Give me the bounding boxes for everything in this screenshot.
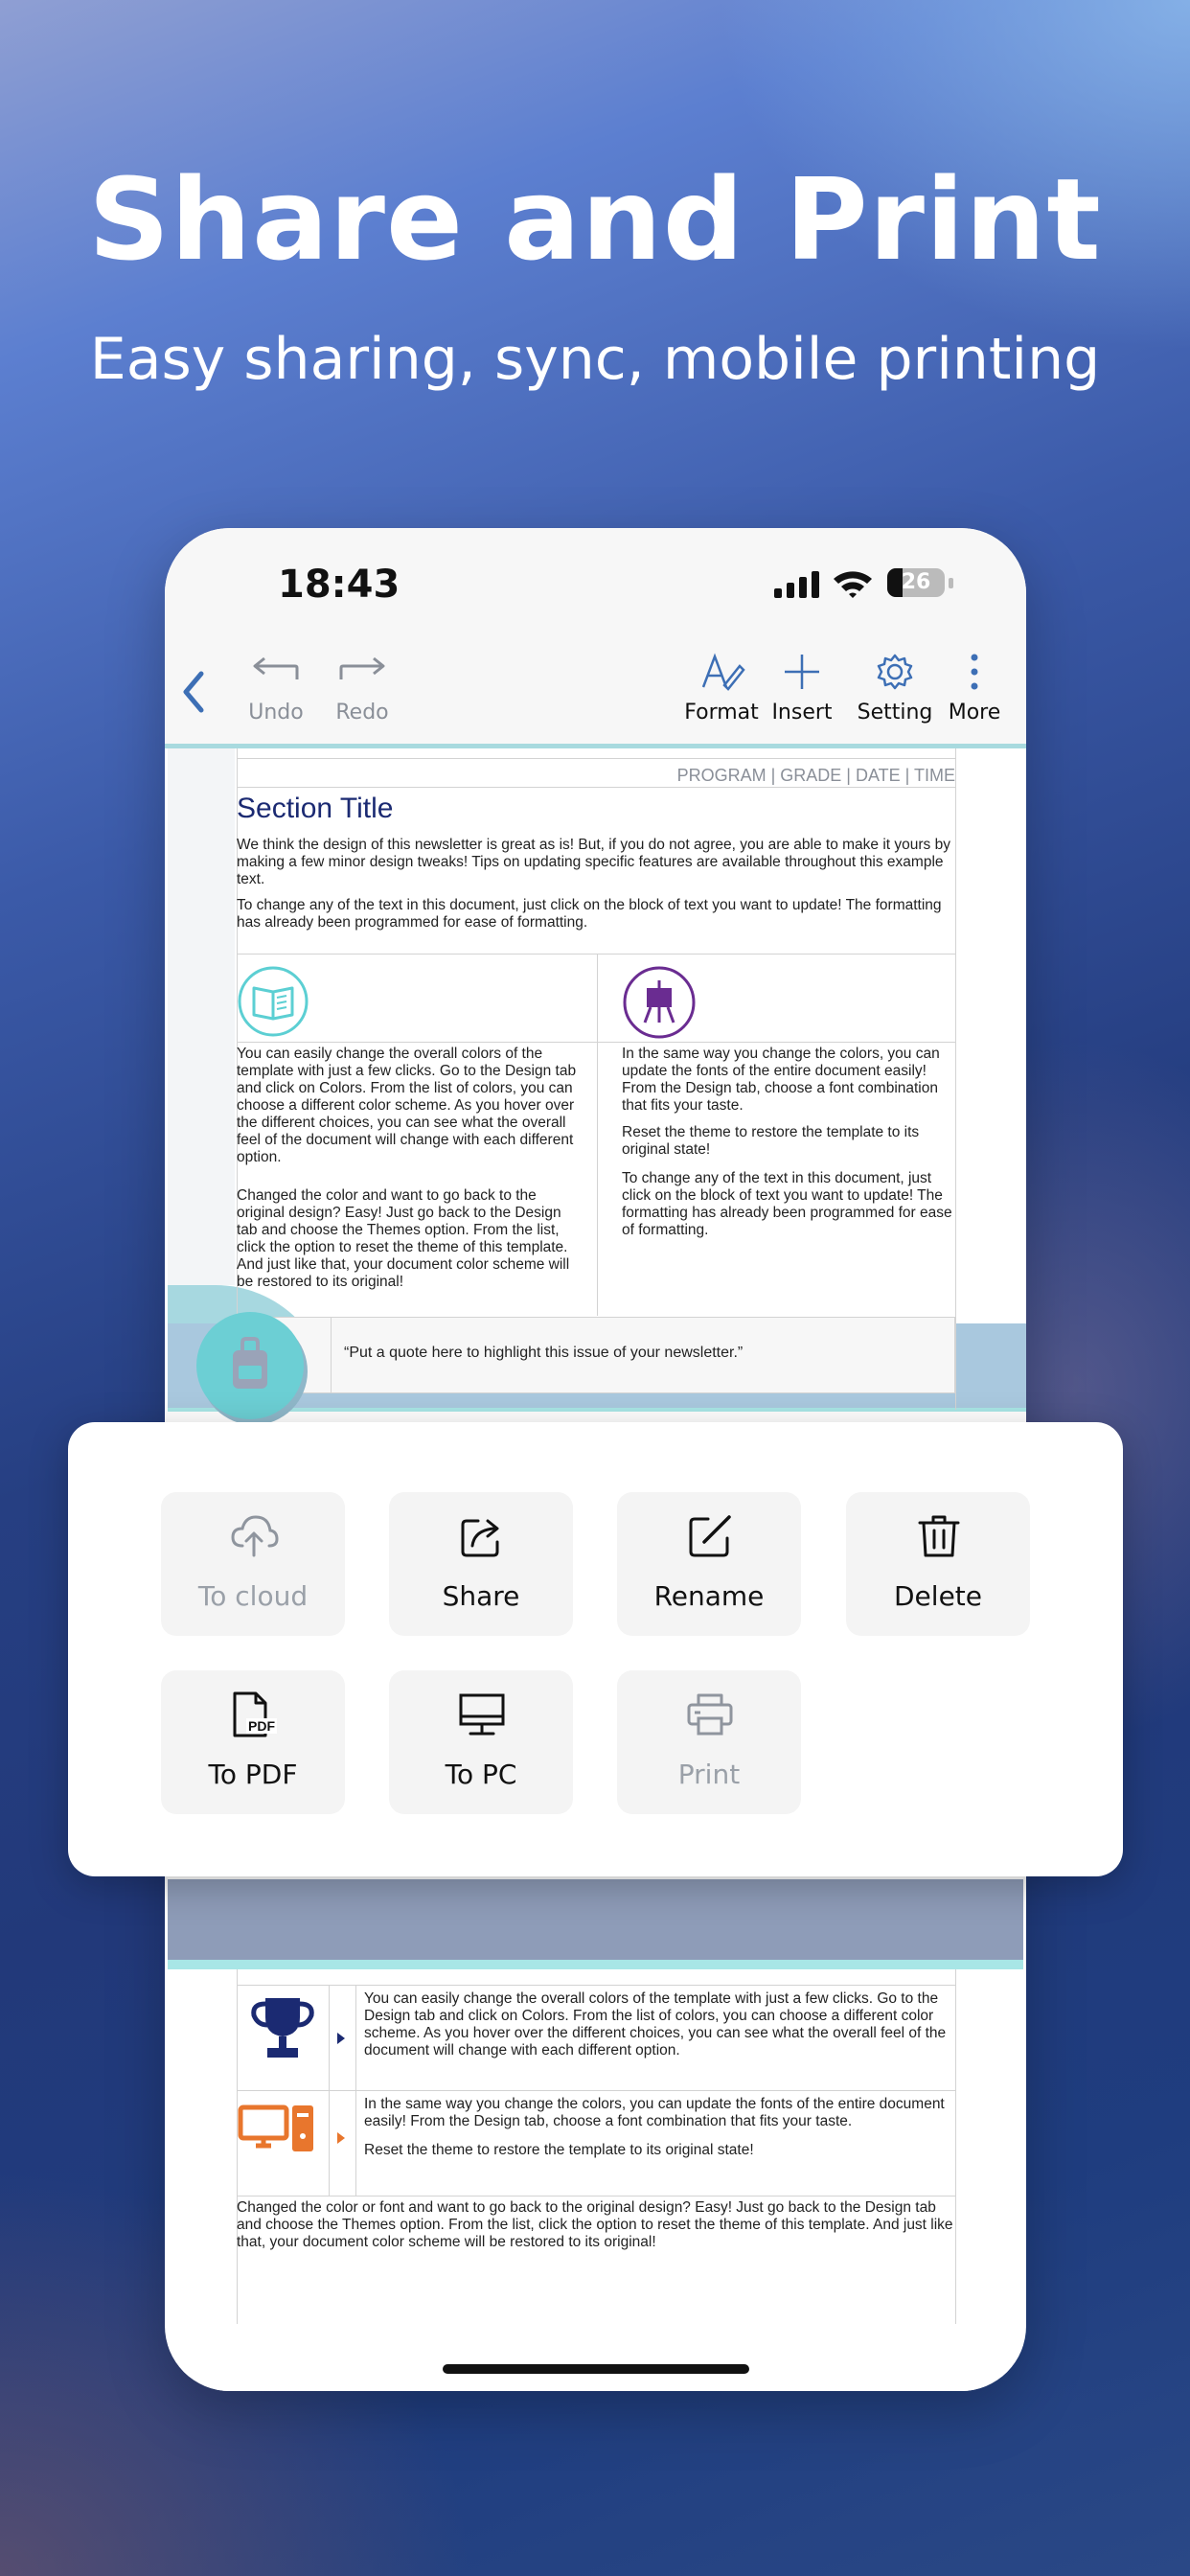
undo-icon — [249, 653, 303, 691]
hero-title: Share and Print — [88, 153, 1102, 286]
to-pdf-label: To PDF — [208, 1759, 298, 1790]
share-label: Share — [442, 1580, 520, 1612]
battery-icon — [887, 568, 945, 597]
format-label: Format — [684, 701, 759, 724]
home-indicator — [443, 2364, 749, 2374]
printer-icon — [685, 1691, 735, 1737]
to-cloud-button[interactable] — [161, 1492, 345, 1636]
insert-label: Insert — [771, 701, 833, 724]
document-quote: “Put a quote here to highlight this issue of your newsletter.” — [344, 1345, 744, 1361]
svg-text:PDF: PDF — [248, 1718, 275, 1734]
document-row-1-text: You can easily change the overall colors of the template with just a few clicks. Go to the Design tab and click on Colors. From the list of colors, you can choose a different color scheme. As you hover over the different choices, you can see what the overall feel of the document will change with each different option. — [364, 1990, 947, 2058]
back-arrow-icon[interactable] — [178, 668, 207, 716]
share-button[interactable] — [389, 1492, 573, 1636]
to-pdf-button[interactable] — [161, 1670, 345, 1814]
status-time: 18:43 — [278, 563, 400, 607]
document-intro-paragraph-2: To change any of the text in this document, just click on the block of text you want to update! The formatting has already been programmed for ease of formatting. — [237, 897, 942, 931]
format-button[interactable] — [678, 653, 765, 724]
caret-right-icon — [335, 2130, 347, 2146]
document-right-column-paragraph-1: In the same way you change the colors, you can update the fonts of the entire document easily! From the Design tab, choose a font combination that fits your taste. — [622, 1046, 940, 1114]
plus-icon — [778, 653, 826, 691]
backpack-icon — [227, 1337, 273, 1391]
pdf-file-icon — [229, 1691, 279, 1739]
battery-level: 26 — [901, 570, 931, 594]
hero-subtitle: Easy sharing, sync, mobile printing — [89, 326, 1101, 393]
rename-edit-icon — [685, 1513, 735, 1559]
document-intro-paragraph-1: We think the design of this newsletter is great as is! But, if you do not agree, you are able to make it yours by making a few minor design tweaks! Tips on updating specific features are available throughout this example text. — [237, 837, 950, 887]
document-right-column-paragraph-3: To change any of the text in this document, just click on the block of text you want to update! The formatting has already been programmed for ease of formatting. — [622, 1170, 952, 1238]
editor-toolbar — [165, 643, 1026, 748]
trash-icon — [914, 1513, 964, 1559]
redo-label: Redo — [335, 701, 389, 724]
document-left-column-paragraph-2: Changed the color and want to go back to the original design? Easy! Just go back to the Design tab and choose the Themes option. From the list, click the option to reset the theme of this template. And just like that, your document color scheme will be restored to its original! — [237, 1187, 570, 1290]
document-row-2-text-b: Reset the theme to restore the template to its original state! — [364, 2142, 754, 2158]
cloud-upload-icon — [229, 1513, 279, 1559]
delete-button[interactable] — [846, 1492, 1030, 1636]
document-row-2-text-a: In the same way you change the colors, you can update the fonts of the entire document easily! From the Design tab, choose a font combination that fits your taste. — [364, 2096, 945, 2129]
document-header-meta: PROGRAM | GRADE | DATE | TIME — [676, 766, 955, 785]
document-section-title: Section Title — [237, 793, 394, 824]
document-actions-sheet — [68, 1422, 1123, 1876]
to-cloud-label: To cloud — [197, 1580, 309, 1612]
to-pc-label: To PC — [445, 1759, 517, 1790]
computer-icon — [237, 2102, 317, 2155]
to-pc-button[interactable] — [389, 1670, 573, 1814]
redo-button[interactable] — [330, 653, 395, 724]
monitor-icon — [457, 1691, 507, 1737]
setting-button[interactable] — [847, 653, 943, 724]
trophy-icon — [250, 1994, 315, 2061]
rename-label: Rename — [653, 1580, 765, 1612]
insert-button[interactable] — [759, 653, 845, 724]
redo-icon — [335, 653, 389, 691]
backpack-badge — [196, 1312, 304, 1419]
document-right-column-paragraph-2: Reset the theme to restore the template to its original state! — [622, 1124, 920, 1158]
gear-icon — [871, 653, 919, 691]
delete-label: Delete — [894, 1580, 982, 1612]
undo-label: Undo — [248, 701, 304, 724]
setting-label: Setting — [857, 701, 933, 724]
caret-right-icon — [335, 2031, 347, 2046]
easel-icon — [622, 965, 697, 1040]
more-vertical-icon — [950, 653, 998, 691]
undo-button[interactable] — [243, 653, 309, 724]
cellular-signal-icon — [774, 571, 820, 598]
document-left-column-paragraph-1: You can easily change the overall colors of the template with just a few clicks. Go to the Design tab and click on Colors. From the list of colors, you can choose a different color scheme. As you hover over the different choices, you can see what the overall feel of the document will change with each different option. — [237, 1046, 577, 1165]
more-button[interactable] — [941, 653, 1008, 724]
share-icon — [457, 1513, 507, 1559]
print-label: Print — [677, 1759, 741, 1790]
status-bar — [165, 528, 1026, 643]
rename-button[interactable] — [617, 1492, 801, 1636]
print-button[interactable] — [617, 1670, 801, 1814]
book-icon — [237, 965, 309, 1038]
format-pen-icon — [698, 653, 745, 691]
wifi-icon — [832, 568, 874, 599]
document-bottom-paragraph: Changed the color or font and want to go back to the original design? Easy! Just go back to the Design tab and choose the Themes option. From the list, click the option to reset the theme of this template. And just like that, your document color scheme will be restored to its original! — [237, 2199, 953, 2250]
more-label: More — [948, 701, 1001, 724]
